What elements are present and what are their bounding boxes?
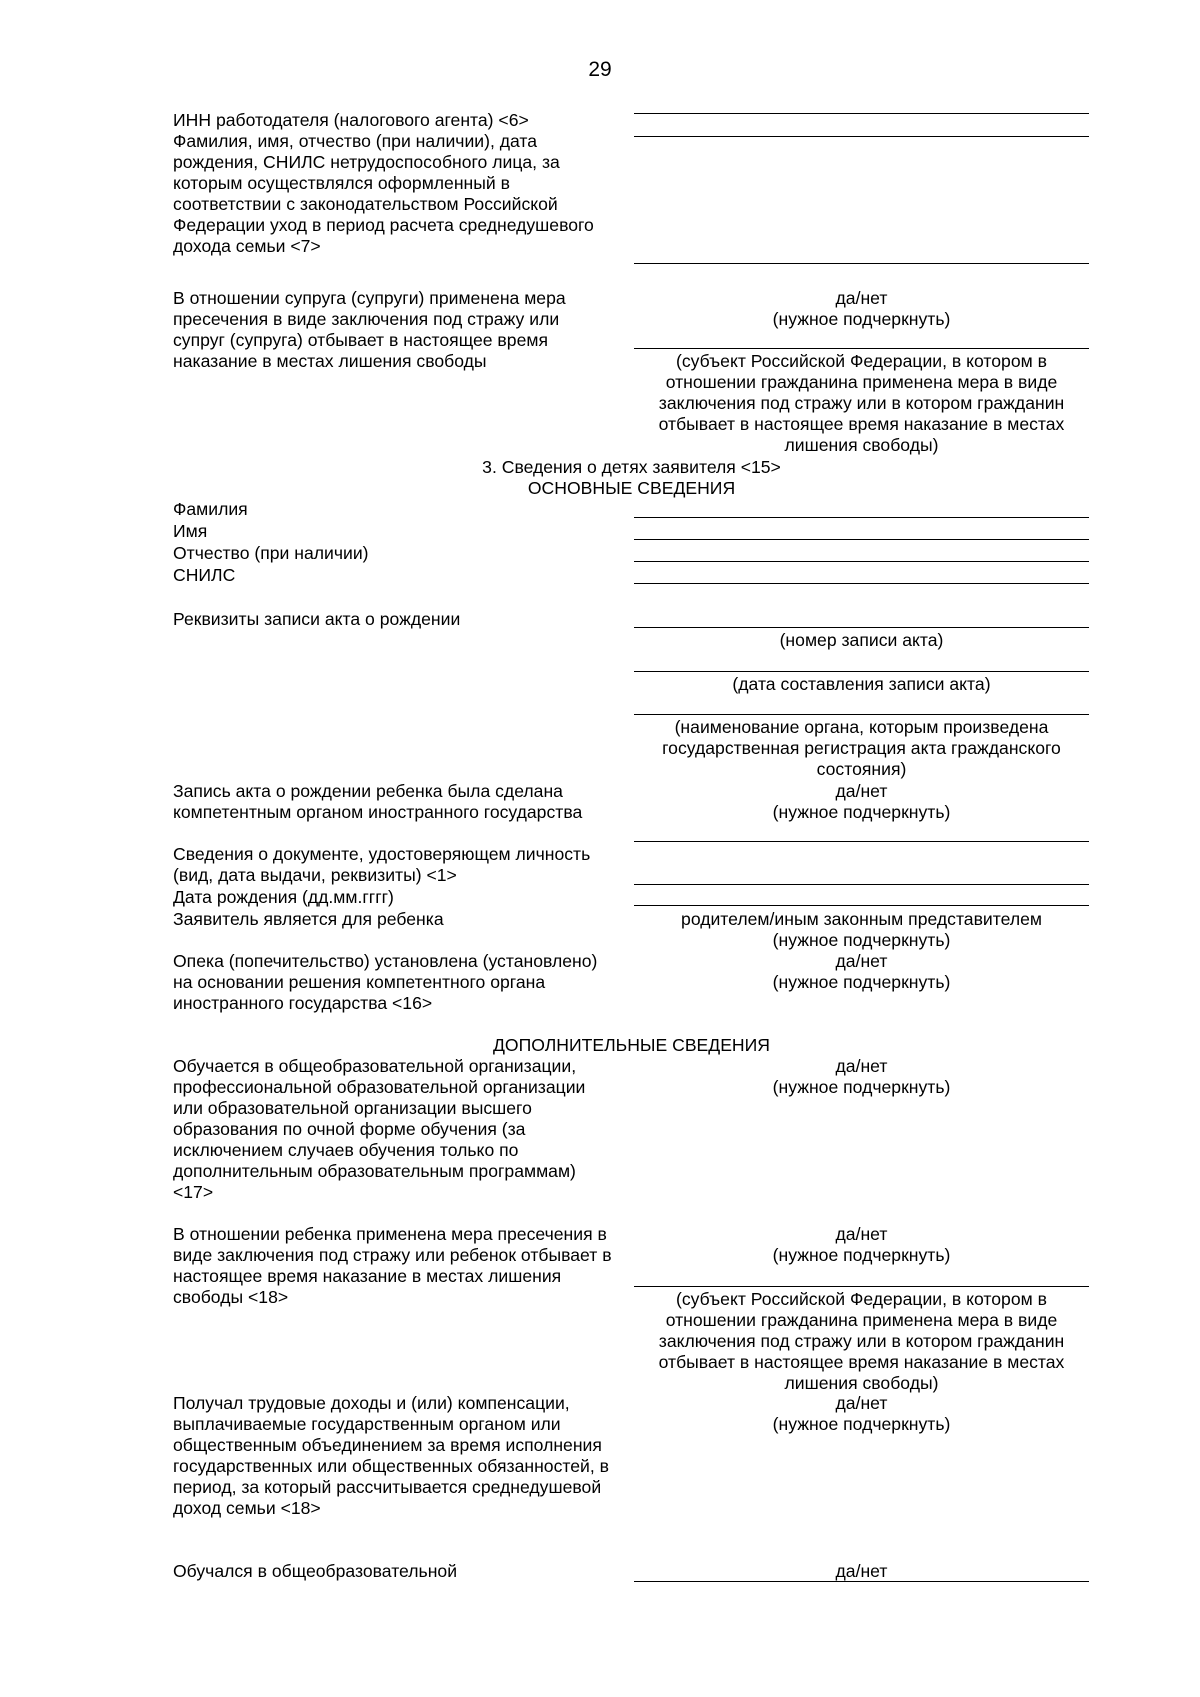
child-subject-line [634,1286,1089,1287]
record-date-note: (дата составления записи акта) [732,674,991,694]
surname-line [634,517,1089,518]
child-subject-note: (субъект Российской Федерации, в котором в отношении гражданина применена мера в виде заключения под стражу или в котором гражданин отбывает в настоящее время наказание в местах лишения свободы) [658,1289,1065,1393]
guardianship-yes-no: да/нет [835,951,888,971]
spouse-subject-line [634,348,1089,349]
record-date-line [634,671,1089,672]
patronymic-label: Отчество (при наличии) [173,543,369,563]
spouse-underline-note: (нужное подчеркнуть) [772,309,951,329]
guardianship-underline-note: (нужное подчеркнуть) [772,972,951,992]
studied-line [634,1581,1089,1582]
foreign-record-yes-no: да/нет [835,781,888,801]
id-doc-line [634,884,1089,885]
snils-line [634,583,1089,584]
guardianship-label: Опека (попечительство) установлена (установлено) на основании решения компетентного органа иностранного государства <16> [173,951,598,1013]
care-line [634,263,1089,264]
birth-date-label: Дата рождения (дд.мм.гггг) [173,887,394,907]
care-label: Фамилия, имя, отчество (при наличии), дата рождения, СНИЛС нетрудоспособного лица, за которым осуществлялся оформленный в соответствии с законодательством Российской Федерации уход в период расчета среднедушевого дохода семьи <7> [173,131,594,256]
record-number-line [634,627,1089,628]
foreign-record-underline-note: (нужное подчеркнуть) [772,802,951,822]
studied-label: Обучался в общеобразовательной [173,1561,458,1581]
child-detention-label: В отношении ребенка применена мера пресечения в виде заключения под стражу или ребенок отбывает в настоящее время наказание в местах лишения свободы <18> [173,1224,612,1307]
education-label: Обучается в общеобразовательной организации, профессиональной образовательной организации или образовательной организации высшего образования по очной форме обучения (за исключением случаев обучения только по дополнительным образовательным программам) <17> [173,1056,586,1202]
parent-underline-note: (нужное подчеркнуть) [772,930,951,950]
applicant-is-label: Заявитель является для ребенка [173,909,444,929]
spouse-detention-label: В отношении супруга (супруги) применена мера пресечения в виде заключения под стражу или супруг (супруга) отбывает в настоящее время наказание в местах лишения свободы [173,288,566,371]
additional-info-title: ДОПОЛНИТЕЛЬНЫЕ СВЕДЕНИЯ [493,1035,770,1055]
education-underline-note: (нужное подчеркнуть) [772,1077,951,1097]
name-label: Имя [173,521,208,541]
spouse-yes-no: да/нет [835,288,888,308]
name-line [634,539,1089,540]
child-detention-yes-no: да/нет [835,1224,888,1244]
labor-income-label: Получал трудовые доходы и (или) компенсации, выплачиваемые государственным органом или общественным объединением за время исполнения государственных или общественных обязанностей, в период, за который рассчитывается среднедушевой доход семьи <18> [173,1393,609,1518]
authority-line [634,714,1089,715]
snils-label: СНИЛС [173,565,236,585]
foreign-record-line [634,841,1089,842]
page-number: 29 [588,58,612,81]
basic-info-title: ОСНОВНЫЕ СВЕДЕНИЯ [527,478,736,498]
labor-income-underline-note: (нужное подчеркнуть) [772,1414,951,1434]
inn-label: ИНН работодателя (налогового агента) <6> [173,110,529,130]
section-3-title: 3. Сведения о детях заявителя <15> [482,457,781,477]
id-doc-label: Сведения о документе, удостоверяющем личность (вид, дата выдачи, реквизиты) <1> [173,844,591,885]
birth-date-line [634,905,1089,906]
record-number-note: (номер записи акта) [779,630,944,650]
labor-income-yes-no: да/нет [835,1393,888,1413]
parent-option: родителем/иным законным представителем [681,909,1042,929]
authority-note: (наименование органа, которым произведена государственная регистрация акта гражданского состояния) [662,717,1061,779]
surname-label: Фамилия [173,499,248,519]
inn-line-2 [634,136,1089,137]
spouse-subject-note: (субъект Российской Федерации, в котором в отношении гражданина применена мера в виде заключения под стражу или в котором гражданин отбывает в настоящее время наказание в местах лишения свободы) [658,351,1065,455]
studied-yes-no: да/нет [835,1561,888,1581]
child-detention-underline-note: (нужное подчеркнуть) [772,1245,951,1265]
foreign-record-label: Запись акта о рождении ребенка была сделана компетентным органом иностранного государства [173,781,583,822]
patronymic-line [634,561,1089,562]
inn-line [634,113,1089,114]
education-yes-no: да/нет [835,1056,888,1076]
birth-record-label: Реквизиты записи акта о рождении [173,609,461,629]
